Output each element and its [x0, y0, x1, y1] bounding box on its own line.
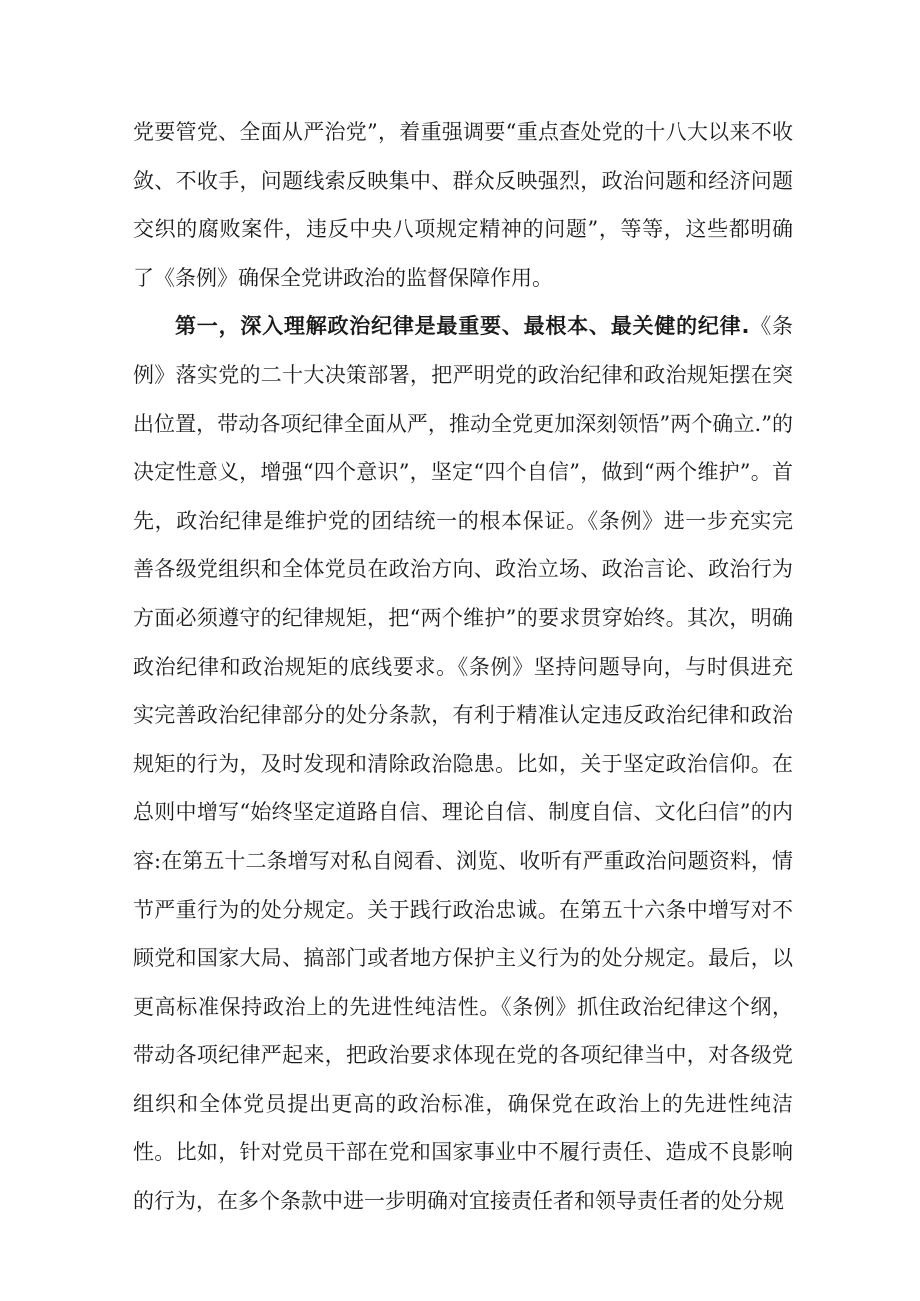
paragraph-first-point — [133, 302, 793, 1225]
paragraph-text: 党要管党、全面从严治党”，着重强调要“重点查处党的十八大以来不收敛、不收手，问题线索反映集中、群众反映强烈，政治问题和经济问题交织的腐败案件，违反中央八项规定精神的问题”，等等，这些都明确了《条例》确保全党讲政治的监督保障作用。 — [133, 120, 793, 290]
document-body — [133, 108, 793, 1226]
paragraph-heading: 第一，深入理解政治纪律是最重要、最根本、最关健的纪律. — [175, 314, 750, 339]
paragraph-text: 《条例》落实党的二十大决策部署，把严明党的政治纪律和政治规矩摆在突出位置，带动各项纪律全面从严，推动全党更加深刻领悟”两个确立.”的决定性意义，增强“四个意识”，坚定“四个自信”，做到“两个维护”。首先，政治纪律是维护党的团结统一的根本保证。《条例》进一步充实完善各级党组织和全体党员在政治方向、政治立场、政治言论、政治行为方面必须遵守的纪律规矩，把“两个维护”的要求贯穿始终。其次，明确政治纪律和政治规矩的底线要求。《条例》坚持问题导向，与时俱进充实完善政治纪律部分的处分条款，有利于精准认定违反政治纪律和政治规矩的行为，及时发现和清除政治隐患。比如，关于坚定政治信仰。在总则中增写“始终坚定道路自信、理论自信、制度自信、文化臼信”的内容:在第五十二条增写对私自阅看、浏览、收听有严重政治问题资料，情节严重行为的处分规定。关于践行政治忠诚。在第五十六条中增写对不顾党和国家大局、搞部门或者地方保护主义行为的处分规定。最后，以更高标准保持政治上的先进性纯洁性。《条例》抓住政治纪律这个纲，带动各项纪律严起来，把政治要求体现在党的各项纪律当中，对各级党组织和全体党员提出更高的政治标准，确保党在政治上的先进性纯洁性。比如，针对党员干部在党和国家事业中不履行责任、造成不良影响的行为，在多个条款中进一步明确对宜接责任者和领导责任者的处分规 — [133, 314, 793, 1214]
paragraph-continuation — [133, 108, 793, 302]
